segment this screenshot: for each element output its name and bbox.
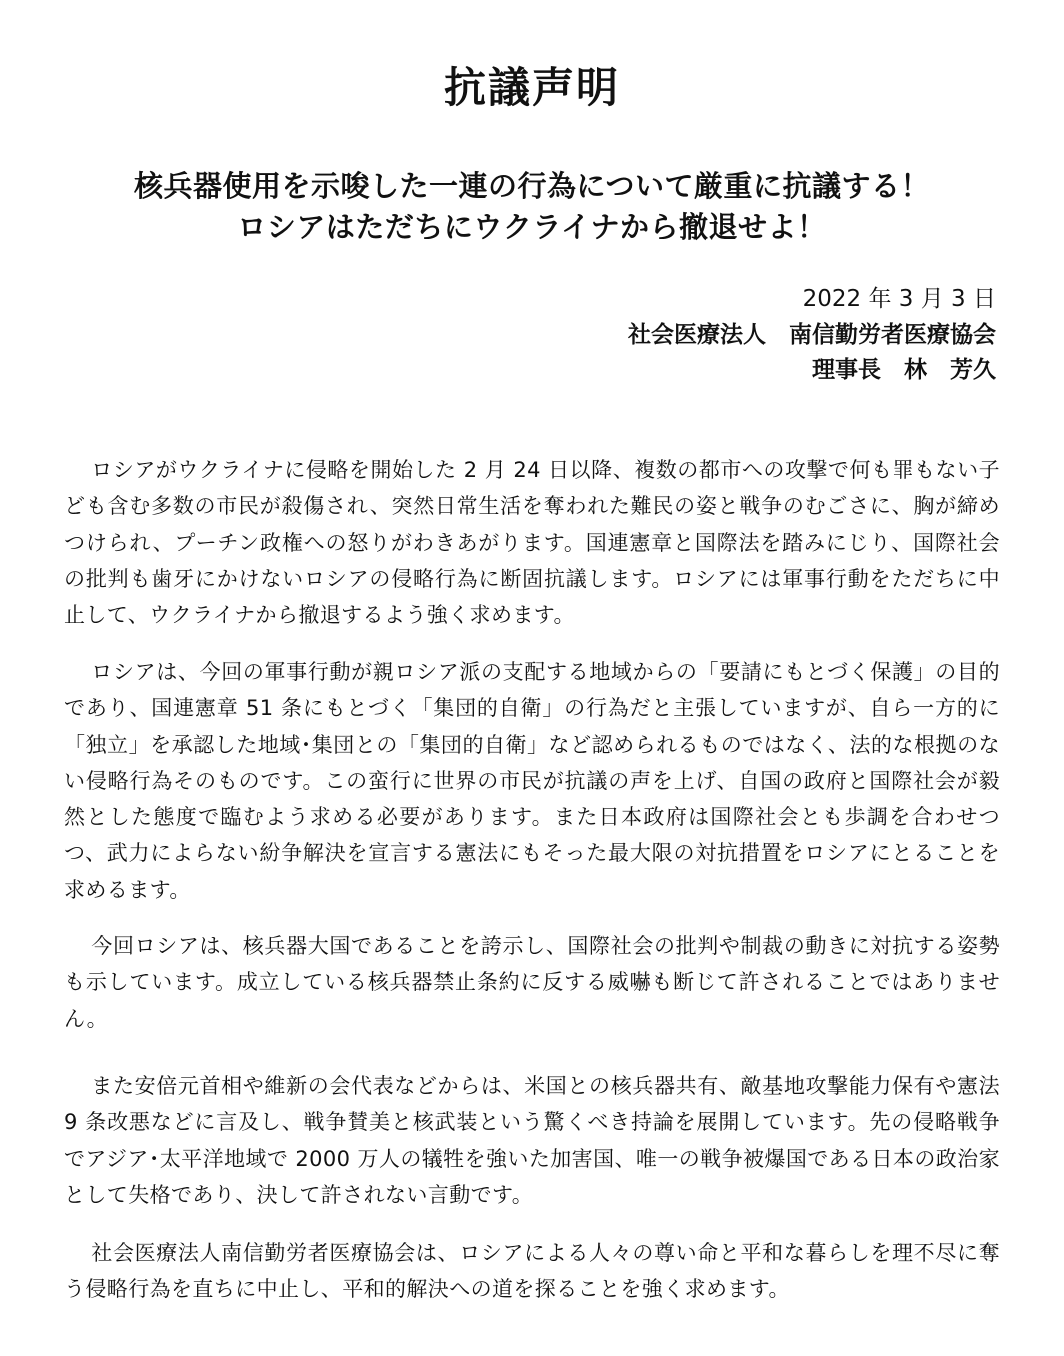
body-paragraph-3-block xyxy=(64,928,1000,1037)
document-title: 抗議声明 xyxy=(443,63,620,112)
body-paragraph-5: 社会医療法人南信勤労者医療協会は、ロシアによる人々の尊い命と平和な暮らしを理不尽に奪う侵略行為を直ちに中止し、平和的解決への道を探ることを強く求めます。 xyxy=(64,1241,1000,1302)
statement-date: 2022 年 3 月 3 日 xyxy=(802,286,996,312)
signatory-name: 理事長 林 芳久 xyxy=(812,357,996,383)
body-paragraph-2-block xyxy=(64,654,1000,908)
body-paragraph-4-block xyxy=(64,1068,1000,1213)
subtitle-line-2: ロシアはただちにウクライナから撤退せよ！ xyxy=(237,210,827,244)
body-paragraph-5-block xyxy=(64,1235,1000,1308)
body-paragraph-4: また安倍元首相や維新の会代表などからは、米国との核兵器共有、敵基地攻撃能力保有や憲法 9 条改悪などに言及し、戦争賛美と核武装という驚くべき持論を展開しています。先の侵略戦争でアジア･太平洋地域で 2000 万人の犠牲を強いた加害国、唯一の戦争被爆国である日本の政治家として失格であり、決して許されない言動です。 xyxy=(64,1074,1000,1207)
body-paragraph-1: ロシアがウクライナに侵略を開始した 2 月 24 日以降、複数の都市への攻撃で何も罪もない子ども含む多数の市民が殺傷され、突然日常生活を奪われた難民の姿と戦争のむごさに、胸が締めつけられ、プーチン政権への怒りがわきあがります。国連憲章と国際法を踏みにじり、国際社会の批判も歯牙にかけないロシアの侵略行為に断固抗議します。ロシアには軍事行動をただちに中止して、ウクライナから撤退するよう強く求めます。 xyxy=(64,458,1000,628)
subtitle-line-1: 核兵器使用を示唆した一連の行為について厳重に抗議する！ xyxy=(134,169,930,203)
body-paragraph-3: 今回ロシアは、核兵器大国であることを誇示し、国際社会の批判や制裁の動きに対抗する姿勢も示しています。成立している核兵器禁止条約に反する威嚇も断じて許されることではありません。 xyxy=(64,934,1000,1031)
organization-name: 社会医療法人 南信勤労者医療協会 xyxy=(628,322,996,348)
body-paragraph-1-block xyxy=(64,452,1000,633)
body-paragraph-2: ロシアは、今回の軍事行動が親ロシア派の支配する地域からの「要請にもとづく保護」の目的であり、国連憲章 51 条にもとづく「集団的自衛」の行為だと主張していますが、自ら一方的に「独立」を承認した地域･集団との「集団的自衛」など認められるものではなく、法的な根拠のない侵略行為そのものです。この蛮行に世界の市民が抗議の声を上げ、自国の政府と国際社会が毅然とした態度で臨むよう求める必要があります。また日本政府は国際社会とも歩調を合わせつつ、武力によらない紛争解決を宣言する憲法にもそった最大限の対抗措置をロシアにとることを求めるます。 xyxy=(64,660,1000,902)
